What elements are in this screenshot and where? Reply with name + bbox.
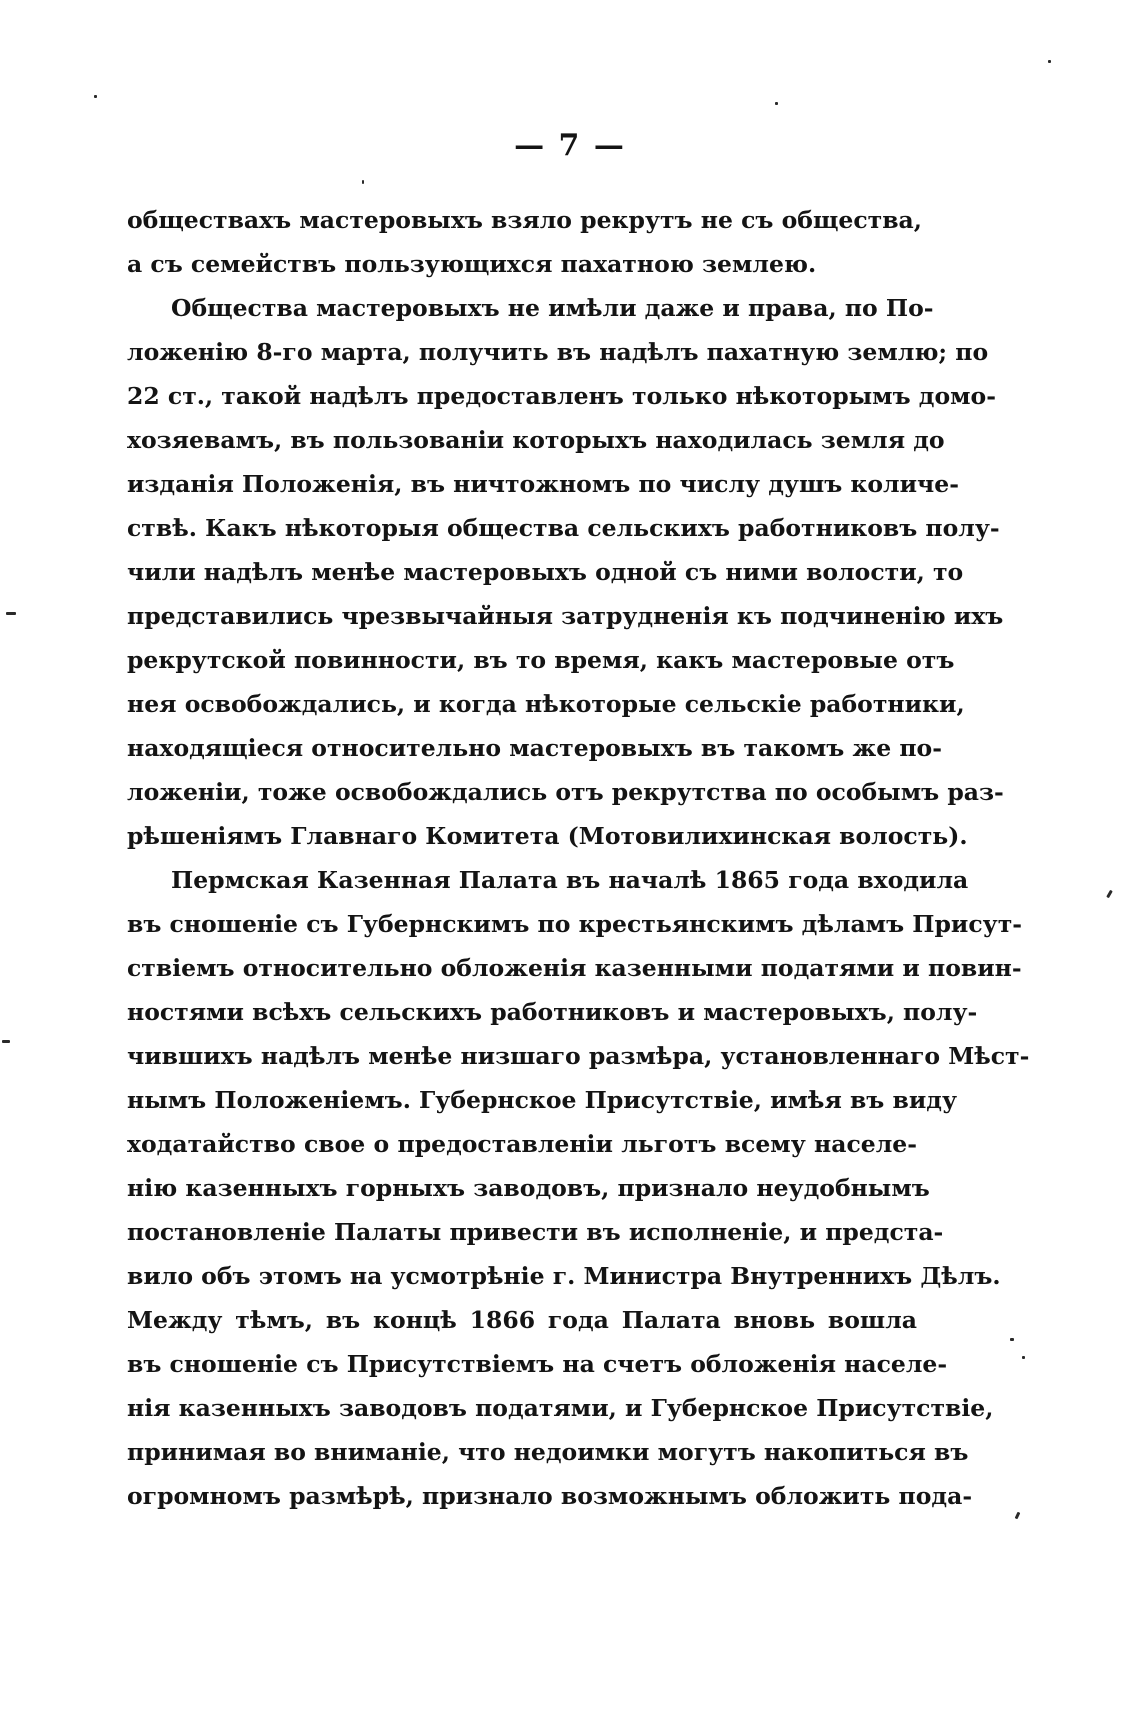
- text-line: Между тѣмъ, въ концѣ 1866 года Палата вновь вошла: [127, 1306, 917, 1334]
- scan-speck: [775, 102, 778, 105]
- text-line: ствѣ. Какъ нѣкоторыя общества сельскихъ работниковъ полу-: [127, 514, 1000, 542]
- body-text: [127, 198, 1030, 1518]
- text-line: постановленіе Палаты привести въ исполненіе, и предста-: [127, 1218, 944, 1246]
- text-line: рѣшеніямъ Главнаго Комитета (Мотовилихинская волость).: [127, 822, 968, 850]
- text-line: въ сношеніе съ Присутствіемъ на счетъ обложенія населе-: [127, 1350, 948, 1378]
- scan-speck: [1022, 1356, 1025, 1359]
- text-line: рекрутской повинности, въ то время, какъ мастеровые отъ: [127, 646, 955, 674]
- scan-speck: [94, 95, 97, 98]
- scan-speck: [6, 612, 16, 615]
- scan-speck: [2, 1040, 10, 1043]
- scan-speck: [1048, 60, 1051, 63]
- text-line: огромномъ размѣрѣ, признало возможнымъ обложить пода-: [127, 1482, 973, 1510]
- text-line: ствіемъ относительно обложенія казенными податями и повин-: [127, 954, 1022, 982]
- scan-speck: [362, 180, 364, 184]
- text-line: нію казенныхъ горныхъ заводовъ, признало неудобнымъ: [127, 1174, 930, 1202]
- text-line: нея освобождались, и когда нѣкоторые сельскіе работники,: [127, 690, 965, 718]
- text-line: а съ семействъ пользующихся пахатною землею.: [127, 250, 817, 278]
- text-line: изданія Положенія, въ ничтожномъ по числу душъ количе-: [127, 470, 959, 498]
- text-line: чившихъ надѣлъ менѣе низшаго размѣра, установленнаго Мѣст-: [127, 1042, 1030, 1070]
- text-line: въ сношеніе съ Губернскимъ по крестьянскимъ дѣламъ Присут-: [127, 910, 1023, 938]
- text-line: ходатайство свое о предоставленіи льготъ всему населе-: [127, 1130, 917, 1158]
- scan-speck: [1015, 1512, 1021, 1520]
- paragraph-start-line: Пермская Казенная Палата въ началѣ 1865 года входила: [171, 866, 969, 894]
- text-line: обществахъ мастеровыхъ взяло рекрутъ не съ общества,: [127, 206, 922, 234]
- text-line: находящіеся относительно мастеровыхъ въ такомъ же по-: [127, 734, 942, 762]
- text-line: вило объ этомъ на усмотрѣніе г. Министра Внутреннихъ Дѣлъ.: [127, 1262, 1001, 1290]
- text-line: представились чрезвычайныя затрудненія къ подчиненію ихъ: [127, 602, 1004, 630]
- text-line: нымъ Положеніемъ. Губернское Присутствіе, имѣя въ виду: [127, 1086, 957, 1114]
- text-line: 22 ст., такой надѣлъ предоставленъ только нѣкоторымъ домо-: [127, 382, 996, 410]
- text-line: нія казенныхъ заводовъ податями, и Губернское Присутствіе,: [127, 1394, 994, 1422]
- paragraph-start-line: Общества мастеровыхъ не имѣли даже и права, по По-: [171, 294, 934, 322]
- scan-speck: [1106, 890, 1113, 898]
- text-line: ностями всѣхъ сельскихъ работниковъ и мастеровыхъ, полу-: [127, 998, 978, 1026]
- page-number: — 7 —: [514, 128, 626, 163]
- text-line: ложенію 8-го марта, получить въ надѣлъ пахатную землю; по: [127, 338, 989, 366]
- scan-speck: [1010, 1338, 1014, 1341]
- text-line: ложеніи, тоже освобождались отъ рекрутства по особымъ раз-: [127, 778, 1004, 806]
- text-line: чили надѣлъ менѣе мастеровыхъ одной съ ними волости, то: [127, 558, 964, 586]
- text-line: принимая во вниманіе, что недоимки могутъ накопиться въ: [127, 1438, 969, 1466]
- text-line: хозяевамъ, въ пользованіи которыхъ находилась земля до: [127, 426, 945, 454]
